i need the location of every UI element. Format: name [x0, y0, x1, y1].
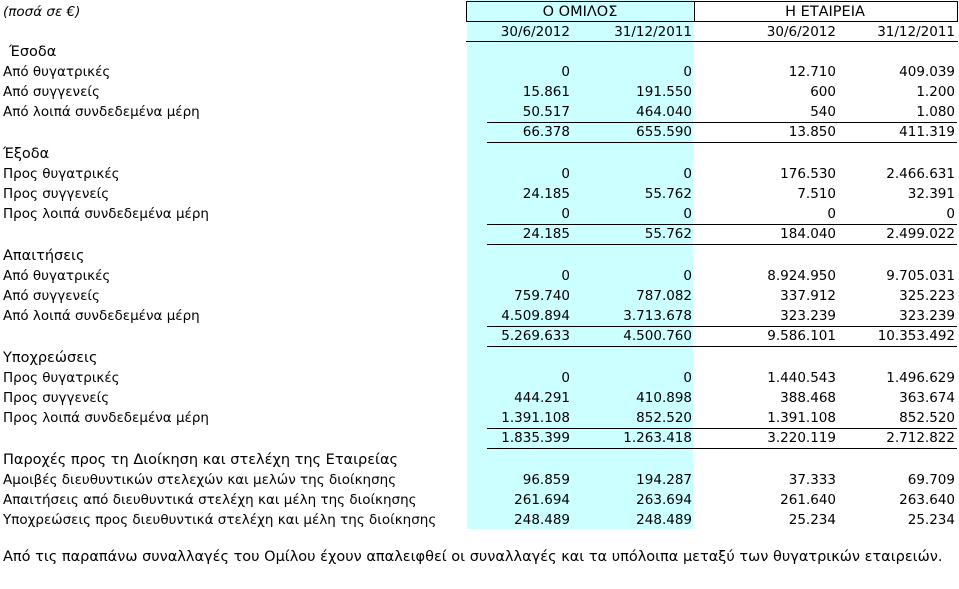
total-cell: 13.850	[788, 124, 836, 140]
value-cell: 0	[561, 166, 570, 182]
row-label: Προς θυγατρικές	[3, 370, 120, 386]
total-row	[0, 428, 959, 448]
value-cell: 32.391	[907, 186, 955, 202]
value-cell: 0	[683, 166, 692, 182]
value-cell: 1.080	[916, 104, 955, 120]
value-cell: 96.859	[522, 472, 570, 488]
value-cell: 261.640	[780, 492, 836, 508]
table-row	[0, 266, 959, 286]
value-cell: 9.705.031	[886, 268, 955, 284]
total-row	[0, 326, 959, 346]
value-cell: 0	[683, 64, 692, 80]
row-label: Απαιτήσεις από διευθυντικά στελέχη και μέλη της διοίκησης	[3, 492, 417, 508]
value-cell: 1.391.108	[767, 410, 836, 426]
value-cell: 787.082	[636, 288, 692, 304]
row-label: Από θυγατρικές	[3, 268, 111, 284]
date-company-current: 30/6/2012	[766, 24, 836, 40]
table-row	[0, 286, 959, 306]
value-cell: 852.520	[636, 410, 692, 426]
value-cell: 0	[946, 206, 955, 222]
total-cell: 9.586.101	[767, 328, 836, 344]
total-bottom-border	[487, 448, 957, 449]
value-cell: 69.709	[907, 472, 955, 488]
value-cell: 0	[561, 370, 570, 386]
row-label: Προς λοιπά συνδεδεμένα μέρη	[3, 206, 209, 222]
value-cell: 0	[561, 64, 570, 80]
value-cell: 191.550	[636, 84, 692, 100]
section-title: Υποχρεώσεις	[3, 350, 98, 366]
value-cell: 337.912	[780, 288, 836, 304]
value-cell: 1.200	[916, 84, 955, 100]
value-cell: 2.466.631	[886, 166, 955, 182]
row-label: Από συγγενείς	[3, 288, 100, 304]
table-row	[0, 408, 959, 428]
row-label: Υποχρεώσεις προς διευθυντικά στελέχη και μέλη της διοίκησης	[3, 512, 437, 528]
total-cell: 4.500.760	[623, 328, 692, 344]
value-cell: 263.694	[636, 492, 692, 508]
table-row	[0, 62, 959, 82]
value-cell: 540	[810, 104, 836, 120]
total-bottom-border	[487, 346, 957, 347]
section-title-row	[0, 246, 959, 266]
total-cell: 1.835.399	[501, 430, 570, 446]
table-row	[0, 204, 959, 224]
row-label: Από λοιπά συνδεδεμένα μέρη	[3, 104, 200, 120]
total-cell: 655.590	[636, 124, 692, 140]
table-row	[0, 388, 959, 408]
row-label: Προς λοιπά συνδεδεμένα μέρη	[3, 410, 209, 426]
value-cell: 0	[683, 206, 692, 222]
value-cell: 15.861	[522, 84, 570, 100]
value-cell: 50.517	[522, 104, 570, 120]
value-cell: 55.762	[644, 186, 692, 202]
total-row	[0, 224, 959, 244]
value-cell: 7.510	[797, 186, 836, 202]
value-cell: 325.223	[899, 288, 955, 304]
value-cell: 37.333	[788, 472, 836, 488]
value-cell: 323.239	[899, 308, 955, 324]
table-row	[0, 82, 959, 102]
row-label: Αμοιβές διευθυντικών στελεχών και μελών της διοίκησης	[3, 472, 397, 488]
value-cell: 409.039	[899, 64, 955, 80]
section-title: Απαιτήσεις	[3, 248, 85, 264]
value-cell: 176.530	[780, 166, 836, 182]
section-title: Έξοδα	[3, 146, 50, 162]
total-bottom-border	[487, 244, 957, 245]
group-title: Ο ΟΜΙΛΟΣ	[542, 4, 618, 20]
total-cell: 411.319	[899, 124, 955, 140]
table-row	[0, 184, 959, 204]
total-row	[0, 122, 959, 142]
value-cell: 852.520	[899, 410, 955, 426]
total-cell: 24.185	[522, 226, 570, 242]
row-label: Προς θυγατρικές	[3, 166, 120, 182]
row-label: Προς συγγενείς	[3, 390, 110, 406]
table-row	[0, 368, 959, 388]
row-label: Από λοιπά συνδεδεμένα μέρη	[3, 308, 200, 324]
row-label: Από συγγενείς	[3, 84, 100, 100]
value-cell: 4.509.894	[501, 308, 570, 324]
total-cell: 5.269.633	[501, 328, 570, 344]
header-right-border	[957, 1, 958, 22]
value-cell: 464.040	[636, 104, 692, 120]
management-title: Παροχές προς τη Διοίκηση και στελέχη της Εταιρείας	[3, 452, 399, 468]
row-label: Από θυγατρικές	[3, 64, 111, 80]
value-cell: 261.694	[514, 492, 570, 508]
total-cell: 66.378	[522, 124, 570, 140]
total-cell: 2.499.022	[886, 226, 955, 242]
header-left-border	[466, 1, 467, 22]
value-cell: 248.489	[636, 512, 692, 528]
footnote: Από τις παραπάνω συναλλαγές του Ομίλου έχουν απαλειφθεί οι συναλλαγές και τα υπόλοιπα μεταξύ των θυγατρικών εταιρειών.	[3, 549, 943, 565]
value-cell: 410.898	[636, 390, 692, 406]
table-row	[0, 510, 959, 530]
value-cell: 0	[561, 268, 570, 284]
value-cell: 8.924.950	[767, 268, 836, 284]
total-cell: 55.762	[644, 226, 692, 242]
value-cell: 1.496.629	[886, 370, 955, 386]
value-cell: 3.713.678	[623, 308, 692, 324]
value-cell: 444.291	[514, 390, 570, 406]
header-row	[0, 2, 959, 22]
date-company-prior: 31/12/2011	[877, 24, 955, 40]
value-cell: 12.710	[788, 64, 836, 80]
table-row	[0, 164, 959, 184]
dates-row	[0, 22, 959, 42]
section-title-row	[0, 450, 959, 470]
value-cell: 1.440.543	[767, 370, 836, 386]
total-cell: 184.040	[780, 226, 836, 242]
value-cell: 0	[683, 370, 692, 386]
value-cell: 0	[561, 206, 570, 222]
section-title-row	[0, 348, 959, 368]
company-title: Η ΕΤΑΙΡΕΙΑ	[785, 4, 865, 20]
value-cell: 248.489	[514, 512, 570, 528]
value-cell: 759.740	[514, 288, 570, 304]
total-cell: 1.263.418	[623, 430, 692, 446]
value-cell: 24.185	[522, 186, 570, 202]
value-cell: 600	[810, 84, 836, 100]
table-row	[0, 306, 959, 326]
section-title-row	[0, 144, 959, 164]
row-label: Προς συγγενείς	[3, 186, 110, 202]
total-cell: 10.353.492	[877, 328, 955, 344]
value-cell: 25.234	[907, 512, 955, 528]
value-cell: 1.391.108	[501, 410, 570, 426]
table-row	[0, 470, 959, 490]
total-bottom-border	[487, 142, 957, 143]
value-cell: 194.287	[636, 472, 692, 488]
table-row	[0, 490, 959, 510]
value-cell: 323.239	[780, 308, 836, 324]
value-cell: 0	[827, 206, 836, 222]
header-top-border	[466, 1, 958, 2]
value-cell: 25.234	[788, 512, 836, 528]
value-cell: 263.640	[899, 492, 955, 508]
section-title: Έσοδα	[9, 44, 57, 60]
date-group-current: 30/6/2012	[500, 24, 570, 40]
section-title-row	[0, 42, 959, 62]
table-row	[0, 102, 959, 122]
total-cell: 3.220.119	[767, 430, 836, 446]
date-group-prior: 31/12/2011	[614, 24, 692, 40]
value-cell: 388.468	[780, 390, 836, 406]
currency-note: (ποσά σε €)	[3, 4, 81, 20]
total-cell: 2.712.822	[886, 430, 955, 446]
value-cell: 363.674	[899, 390, 955, 406]
header-divider	[694, 1, 695, 22]
value-cell: 0	[683, 268, 692, 284]
